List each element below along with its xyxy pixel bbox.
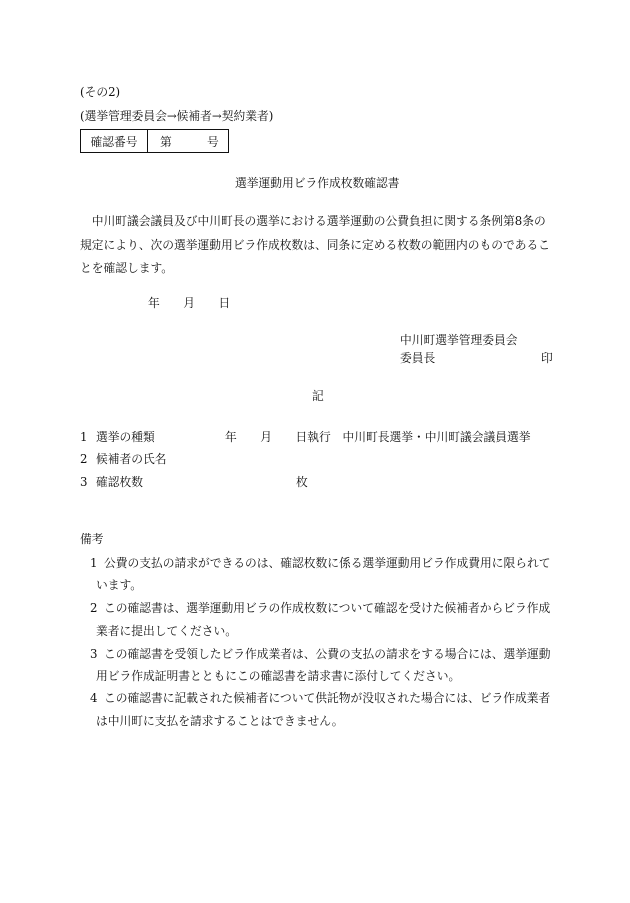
- note-line: この確認書は、選挙運動用ビラの作成枚数について確認を受けた候補者からビラ作成: [104, 601, 551, 615]
- confirmation-number-label: 確認番号: [81, 130, 148, 152]
- note-line: は中川町に支払を請求することはできません。: [96, 714, 344, 728]
- item-number: 3: [80, 475, 88, 489]
- routing-note: (選挙管理委員会→候補者→契約業者): [80, 109, 274, 123]
- issuer-role: 委員長: [400, 351, 436, 365]
- note-line: この確認書を受領したビラ作成業者は、公費の支払の請求をする場合には、選挙運動: [104, 647, 551, 661]
- note-line: この確認書に記載された候補者について供託物が没収された場合には、ビラ作成業者: [104, 691, 551, 705]
- confirmation-number-field: 第 号: [160, 134, 219, 149]
- item-label: 候補者の氏名: [96, 452, 167, 466]
- body-line: とを確認します。: [80, 261, 174, 275]
- note-line: 公費の支払の請求ができるのは、確認枚数に係る選挙運動用ビラ作成費用に限られて: [104, 556, 551, 570]
- note-line: 業者に提出してください。: [96, 624, 237, 638]
- note-number: 2: [90, 601, 98, 615]
- item-label: 選挙の種類: [96, 430, 155, 444]
- form-number: (その2): [80, 85, 121, 99]
- item-number: 2: [80, 452, 88, 466]
- note-number: 1: [90, 556, 98, 570]
- notes-heading: 備考: [80, 532, 104, 546]
- body-line: 中川町議会議員及び中川町長の選挙における選挙運動の公費負担に関する条例第8条の: [80, 214, 546, 228]
- note-number: 4: [90, 691, 98, 705]
- note-line: 用ビラ作成証明書とともにこの確認書を請求書に添付してください。: [96, 669, 461, 683]
- body-line: 規定により、次の選挙運動用ビラ作成枚数は、同条に定める枚数の範囲内のものであるこ: [80, 238, 550, 252]
- item-label: 確認枚数: [96, 475, 143, 489]
- document-title: 選挙運動用ビラ作成枚数確認書: [235, 176, 400, 190]
- date-line: 年 月 日: [148, 296, 231, 310]
- item-unit: 枚: [296, 475, 308, 489]
- item-number: 1: [80, 430, 88, 444]
- issuer-organization: 中川町選挙管理委員会: [400, 333, 518, 347]
- ki-heading: 記: [312, 389, 324, 403]
- confirmation-number-box: [80, 129, 229, 153]
- note-number: 3: [90, 647, 98, 661]
- note-line: います。: [96, 578, 143, 592]
- item-value: 年 月 日執行 中川町長選挙・中川町議会議員選挙: [225, 430, 531, 444]
- seal-mark: 印: [541, 351, 553, 365]
